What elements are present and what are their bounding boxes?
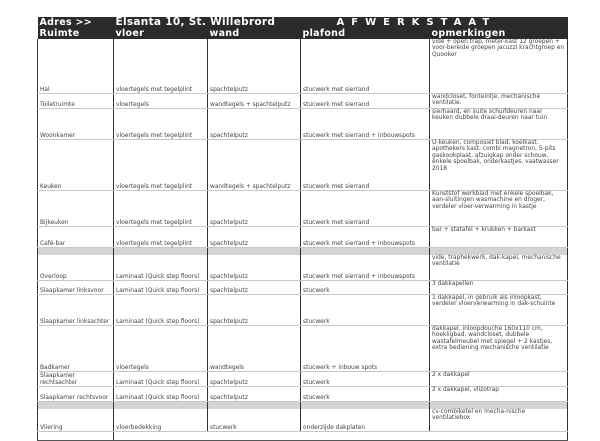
empty-bottom-row bbox=[38, 432, 568, 441]
cell-ruimte: Overloop bbox=[38, 255, 114, 281]
table-row bbox=[38, 39, 568, 94]
cell-plafond: stucwerk bbox=[301, 372, 430, 387]
cell-wand: spachtelputz bbox=[208, 109, 301, 140]
cell-opmerkingen: 2 x dakkapel, vlizotrap bbox=[430, 387, 568, 402]
cell-vloer: Laminaat (Quick step floors) bbox=[114, 281, 208, 295]
table-row bbox=[38, 227, 568, 248]
separator-cell bbox=[301, 402, 430, 410]
column-header-wand: wand bbox=[208, 28, 301, 39]
cell-opmerkingen: bar + statafel + krukken + barkast bbox=[430, 227, 568, 248]
separator-cell bbox=[38, 248, 114, 256]
separator-cell bbox=[114, 248, 208, 256]
address-value: Elsanta 10, St. Willebrord bbox=[114, 17, 301, 28]
cell-wand: spachtelputz bbox=[208, 191, 301, 227]
cell-vloer: vloertegels met tegelplint bbox=[114, 109, 208, 140]
table-row bbox=[38, 326, 568, 372]
cell-wand: spachtelputz bbox=[208, 372, 301, 387]
separator-cell bbox=[114, 402, 208, 410]
cell-opmerkingen: 1 dakkapel, in gebruik als inloopkast, verdeler vloerverwarming in dak-schuinte bbox=[430, 295, 568, 326]
cell-opmerkingen: cv-combiketel en mecha-nische ventilatiebox bbox=[430, 409, 568, 432]
cell-opmerkingen: sierhaard, en suite schuifdeuren naar keuken dubbele draai-deuren naar tuin bbox=[430, 109, 568, 140]
cell-ruimte: Slaapkamer linksvoor bbox=[38, 281, 114, 295]
cell-wand: stucwerk bbox=[208, 409, 301, 432]
cell-vloer: vloertegels met tegelplint bbox=[114, 39, 208, 94]
cell-plafond: stucwerk + inbouw spots bbox=[301, 326, 430, 372]
empty-cell bbox=[114, 432, 568, 441]
separator-cell bbox=[430, 402, 568, 410]
cell-vloer: vloertegels met tegelplint bbox=[114, 140, 208, 191]
cell-opmerkingen: Kunststof werkblad met enkele spoelbak, aan-sluitingen wasmachine en droger, verdeler vloer-verwarming in kastje bbox=[430, 191, 568, 227]
cell-opmerkingen: dakkapel, inloopdouche 160x110 cm, hoekligbad, wandcloset, dubbele wastafelmeubel met spiegel + 2 kastjes, extra bediening mechanische ventilatie bbox=[430, 326, 568, 372]
cell-vloer: vloertegels bbox=[114, 94, 208, 109]
table-row bbox=[38, 281, 568, 295]
table-row bbox=[38, 372, 568, 387]
cell-ruimte: Slaapkamer rechtsvoor bbox=[38, 387, 114, 402]
cell-ruimte: Bijkeuken bbox=[38, 191, 114, 227]
cell-wand: spachtelputz bbox=[208, 295, 301, 326]
afwerkstaat-table bbox=[37, 17, 568, 441]
document-title: AFWERKSTAAT bbox=[301, 17, 568, 28]
table-row bbox=[38, 409, 568, 432]
separator-row bbox=[38, 248, 568, 256]
cell-plafond: stucwerk bbox=[301, 281, 430, 295]
cell-plafond: onderzijde dakplaten bbox=[301, 409, 430, 432]
header-row-1 bbox=[38, 17, 568, 28]
cell-vloer: Laminaat (Quick step floors) bbox=[114, 387, 208, 402]
cell-plafond: stucwerk met sierrand + inbouwspots bbox=[301, 109, 430, 140]
cell-ruimte: Keuken bbox=[38, 140, 114, 191]
cell-wand: wandtegels + spachtelputz bbox=[208, 140, 301, 191]
cell-opmerkingen: 3 dakkapellen bbox=[430, 281, 568, 295]
cell-wand: spachtelputz bbox=[208, 387, 301, 402]
table-row bbox=[38, 191, 568, 227]
empty-cell bbox=[38, 432, 114, 441]
table-row bbox=[38, 109, 568, 140]
table-row bbox=[38, 140, 568, 191]
separator-row bbox=[38, 402, 568, 410]
address-label: Adres >> bbox=[38, 17, 114, 28]
cell-plafond: stucwerk met sierrand bbox=[301, 191, 430, 227]
cell-ruimte: Vliering bbox=[38, 409, 114, 432]
cell-plafond: stucwerk bbox=[301, 295, 430, 326]
cell-opmerkingen: 2 x dakkapel bbox=[430, 372, 568, 387]
cell-ruimte: Hal bbox=[38, 39, 114, 94]
table-row bbox=[38, 94, 568, 109]
cell-ruimte: Café-bar bbox=[38, 227, 114, 248]
cell-opmerkingen: wandcloset, fonteintje, mechanische ventilatie. bbox=[430, 94, 568, 109]
cell-plafond: stucwerk met sierrand bbox=[301, 39, 430, 94]
cell-plafond: stucwerk met sierrand + inbouwspots bbox=[301, 227, 430, 248]
column-header-plafond: plafond bbox=[301, 28, 430, 39]
afwerkstaat-document bbox=[37, 17, 567, 441]
cell-ruimte: Badkamer bbox=[38, 326, 114, 372]
separator-cell bbox=[208, 248, 301, 256]
separator-cell bbox=[430, 248, 568, 256]
separator-cell bbox=[208, 402, 301, 410]
cell-wand: wandtegels + spachtelputz bbox=[208, 94, 301, 109]
cell-opmerkingen: vide, traphekwerk, dak-kapel, mechanische ventilatie bbox=[430, 255, 568, 281]
cell-vloer: Laminaat (Quick step floors) bbox=[114, 295, 208, 326]
header-row-columns bbox=[38, 28, 568, 39]
column-header-ruimte: Ruimte bbox=[38, 28, 114, 39]
cell-plafond: stucwerk bbox=[301, 387, 430, 402]
column-header-vloer: vloer bbox=[114, 28, 208, 39]
separator-cell bbox=[38, 402, 114, 410]
cell-wand: spachtelputz bbox=[208, 255, 301, 281]
cell-wand: spachtelputz bbox=[208, 227, 301, 248]
cell-wand: wandtegels bbox=[208, 326, 301, 372]
cell-ruimte: Toiletruimte bbox=[38, 94, 114, 109]
cell-wand: spachtelputz bbox=[208, 39, 301, 94]
separator-cell bbox=[301, 248, 430, 256]
cell-plafond: stucwerk met sierrand bbox=[301, 94, 430, 109]
cell-vloer: vloertegels met tegelplint bbox=[114, 227, 208, 248]
cell-opmerkingen: U-keuken, composiet blad, koelkast, apothekers kast, combi magnetron, 5-pits gaskookplaat, afzuigkap onder schouw, enkele spoelbak, onderkastjes, vaatwasser 2018 bbox=[430, 140, 568, 191]
cell-ruimte: Woonkamer bbox=[38, 109, 114, 140]
cell-vloer: vloertegels bbox=[114, 326, 208, 372]
cell-ruimte: Slaapkamer linksachter bbox=[38, 295, 114, 326]
cell-ruimte: Slaapkamer rechtsachter bbox=[38, 372, 114, 387]
table-row bbox=[38, 387, 568, 402]
cell-plafond: stucwerk met sierrand + inbouwspots bbox=[301, 255, 430, 281]
table-row bbox=[38, 255, 568, 281]
cell-vloer: Laminaat (Quick step floors) bbox=[114, 255, 208, 281]
cell-plafond: stucwerk met sierrand bbox=[301, 140, 430, 191]
table-row bbox=[38, 295, 568, 326]
cell-opmerkingen: vide + open trap, meter-kast 12 groepen + voor-bereide groepen jacuzzi krachtgroep en Quooker bbox=[430, 39, 568, 94]
cell-vloer: vloerbedekking bbox=[114, 409, 208, 432]
cell-vloer: Laminaat (Quick step floors) bbox=[114, 372, 208, 387]
cell-wand: spachtelputz bbox=[208, 281, 301, 295]
column-header-opmerkingen: opmerkingen bbox=[430, 28, 568, 39]
cell-vloer: vloertegels met tegelplint bbox=[114, 191, 208, 227]
